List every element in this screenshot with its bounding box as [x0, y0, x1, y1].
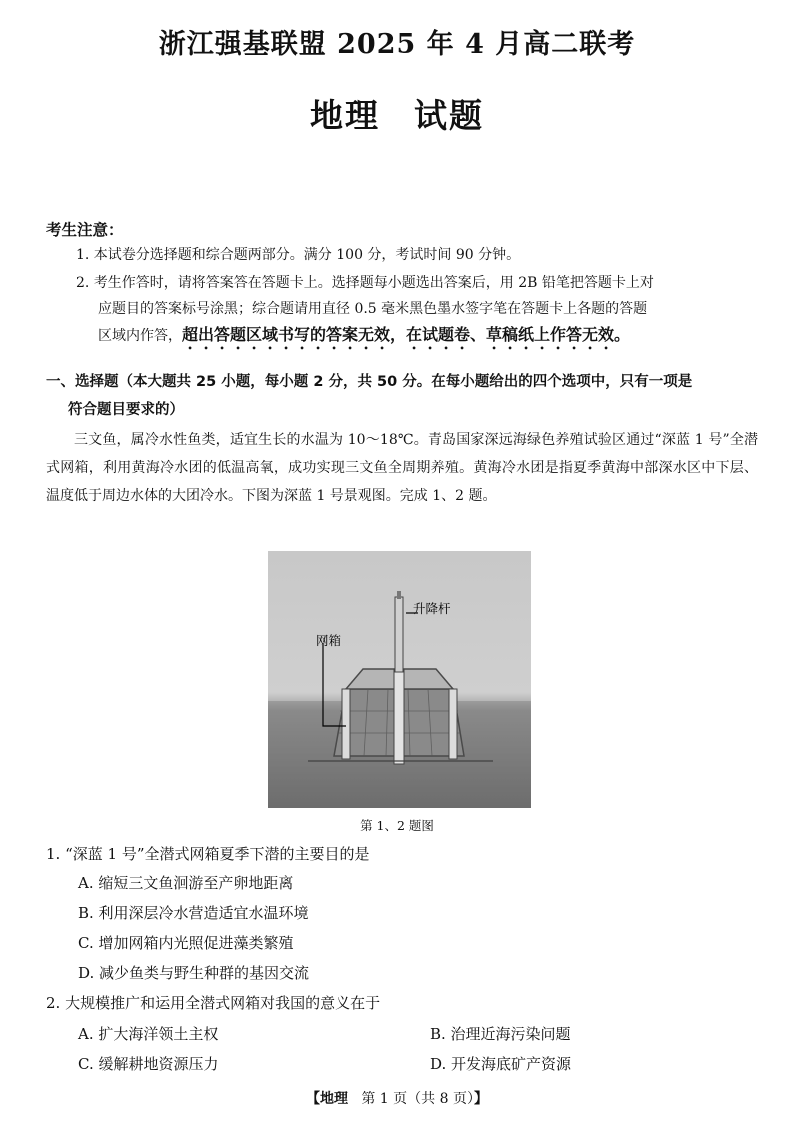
section-heading-line-1: 一、选择题（本大题共 25 小题，每小题 2 分，共 50 分。在每小题给出的四个选项中，只有一项是 — [46, 374, 693, 390]
notice-item-2-line-2: 应题目的答案标号涂黑；综合题请用直径 0.5 毫米黑色墨水签字笔在答题卡上各题的答题 — [98, 301, 648, 317]
paper-type: 试题 — [414, 96, 484, 135]
question-1-option-d[interactable]: D. 减少鱼类与野生种群的基因交流 — [78, 964, 310, 982]
notice-heading: 考生注意： — [46, 221, 124, 239]
question-1-option-b[interactable]: B. 利用深层冷水营造适宜水温环境 — [78, 904, 309, 922]
footer-page-number: 第 1 页（共 8 页） — [361, 1091, 474, 1107]
question-2-stem: 2. 大规模推广和运用全潜式网箱对我国的意义在于 — [46, 994, 381, 1012]
label-net-cage: 网箱 — [316, 633, 342, 648]
question-1-option-c[interactable]: C. 增加网箱内光照促进藻类繁殖 — [78, 934, 294, 952]
subject-name: 地理 — [310, 96, 380, 135]
notice-item-1: 1. 本试卷分选择题和综合题两部分。满分 100 分，考试时间 90 分钟。 — [76, 247, 521, 263]
question-2-option-c[interactable]: C. 缓解耕地资源压力 — [78, 1055, 219, 1073]
question-1-stem: 1. “深蓝 1 号”全潜式网箱夏季下潜的主要目的是 — [46, 845, 370, 863]
exam-title: 浙江强基联盟 2025 年 4 月高二联考 — [158, 29, 636, 60]
question-1-option-a[interactable]: A. 缩短三文鱼洄游至产卵地距离 — [78, 874, 294, 892]
section-heading — [46, 368, 758, 424]
notice-item-2 — [76, 270, 756, 353]
question-2-option-d[interactable]: D. 开发海底矿产资源 — [430, 1055, 572, 1073]
section-heading-line-2: 符合题目要求的） — [68, 402, 184, 418]
notice-item-2-line-3-text: 区域内作答， — [98, 328, 182, 344]
deep-blue-1-photo — [268, 551, 531, 808]
question-2-option-b[interactable]: B. 治理近海污染问题 — [430, 1025, 571, 1043]
notice-item-2-line-3 — [76, 322, 756, 353]
notice-item-2-line-1: 2. 考生作答时，请将答案答在答题卡上。选择题每小题选出答案后，用 2B 铅笔把答题卡上对 — [76, 275, 654, 291]
reading-passage: 三文鱼，属冷水性鱼类，适宜生长的水温为 10～18℃。青岛国家深远海绿色养殖试验区通过“深蓝 1 号”全潜式网箱，利用黄海冷水团的低温高氧，成功实现三文鱼全周期养殖。黄海冷水团是指夏季黄海中部深水区中下层、温度低于周边水体的大团冷水。下图为深蓝 1 号景观图。完成 1、2 题。 — [46, 432, 758, 504]
figure-caption: 第 1、2 题图 — [360, 818, 434, 833]
label-lifting-pole: 升降杆 — [413, 601, 451, 616]
footer-bracket: 】 — [473, 1091, 488, 1107]
net-cage-illustration — [268, 551, 531, 808]
page-footer — [0, 1088, 794, 1108]
footer-subject: 【地理 — [306, 1091, 348, 1107]
emphasized-warning: 超出答题区域书写的答案无效，在试题卷、草稿纸上作答无效。 — [182, 325, 631, 344]
question-2-option-a[interactable]: A. 扩大海洋领土主权 — [78, 1025, 219, 1043]
subject-title — [0, 90, 794, 137]
